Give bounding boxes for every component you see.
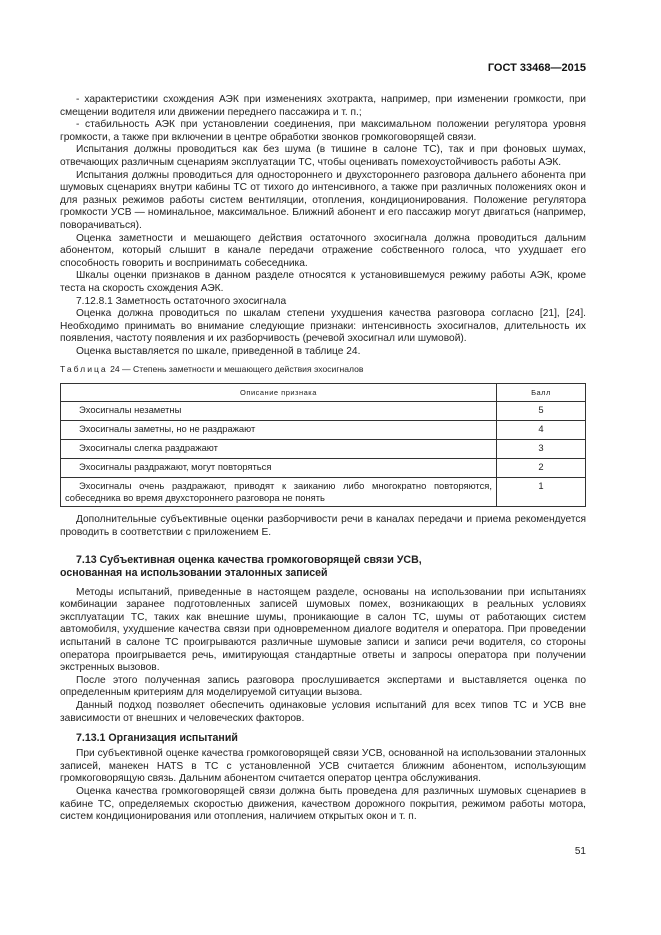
heading-line: 7.13 Субъективная оценка качества громкоговорящей связи УСВ, (76, 553, 422, 566)
paragraph: Дополнительные субъективные оценки разборчивости речи в каналах передачи и приема рекомендуется проводить в соответствии с приложением Е. (60, 514, 586, 539)
cell-score: 4 (497, 421, 586, 440)
table-caption-label: Таблица (60, 364, 108, 375)
page-number: 51 (574, 845, 586, 857)
cell-score: 1 (497, 478, 586, 507)
cell-description: Эхосигналы слегка раздражают (61, 440, 497, 459)
table-caption (60, 364, 586, 375)
section-7-13 (60, 554, 586, 726)
paragraph: - стабильность АЭК при установлении соединения, при максимальном положении регулятора уровня громкости, а также при включении в центре обработки звонков громкоговорящей связи. (60, 119, 586, 143)
paragraph: При субъективной оценке качества громкоговорящей связи УСВ, основанной на использовании эталонных записей, манекен HATS в ТС с установленной УСВ считается ближним абонентом, использующим громкоговорящую связь. Дальним абонентом считается оператор центра обслуживания. (60, 748, 586, 785)
cell-score: 5 (497, 402, 586, 421)
table-row (61, 459, 586, 478)
table-caption-text: 24 — Степень заметности и мешающего действия эхосигналов (110, 364, 364, 375)
table-header-row (61, 384, 586, 402)
cell-score: 3 (497, 440, 586, 459)
cell-description: Эхосигналы очень раздражают, приводят к заиканию либо многократно повторяются, собеседника во время двухстороннего разговора не понять (61, 478, 497, 507)
paragraph: Испытания должны проводиться для одностороннего и двухстороннего разговора дальнего абонента при шумовых сценариях внутри кабины ТС от тихого до интенсивного, а также при различных положениях окон и для разных режимов работы систем вентиляции, отопления, кондиционирования. Положение регулятора громкости УСВ — номинальное, максимальное. Ближний абонент и его пассажир могут двигаться (например, поворачиваться). (60, 169, 586, 231)
paragraph: Оценка заметности и мешающего действия остаточного эхосигнала должна проводиться дальним абонентом, который слышит в канале передачи отражение собственного голоса, что ухудшает его способность говорить и воспринимать собеседника. (60, 232, 586, 269)
column-header: Балл (497, 384, 586, 402)
paragraph: Испытания должны проводиться как без шума (в тишине в салоне ТС), так и при фоновых шумах, отвечающих различным сценариям эксплуатации ТС, чтобы оценивать помехоустойчивость работы АЭК. (60, 144, 586, 168)
cell-description: Эхосигналы раздражают, могут повторяться (61, 459, 497, 478)
section-heading: 7.13.1 Организация испытаний (76, 732, 238, 745)
paragraph: Данный подход позволяет обеспечить одинаковые условия испытаний для всех типов ТС и УСВ вне зависимости от внешних и человеческих факторов. (60, 700, 586, 724)
paragraph: - характеристики схождения АЭК при изменениях эхотракта, например, при изменении громкости, при смещении водителя или движении переднего пассажира и т. п.; (60, 94, 586, 118)
table-row (61, 421, 586, 440)
section-7-13-1 (60, 732, 586, 824)
table-row (61, 402, 586, 421)
paragraph: После этого полученная запись разговора прослушивается экспертами и выставляется оценка по определенным критериям для моделируемой ситуации вызова. (60, 674, 586, 699)
subsection-heading: 7.12.8.1 Заметность остаточного эхосигнала (76, 295, 287, 307)
table-row (61, 440, 586, 459)
section-heading (60, 554, 586, 580)
document-header: ГОСТ 33468—2015 (487, 62, 586, 74)
cell-description: Эхосигналы заметны, но не раздражают (61, 421, 497, 440)
cell-score: 2 (497, 459, 586, 478)
paragraph: Оценка должна проводиться по шкалам степени ухудшения качества разговора согласно [21], [24]. Необходимо принимать во внимание следующие признаки: интенсивность эхосигналов, длительность их появления, частоту появления и их разборчивость (речевой эхосигнал или шумовой). (60, 308, 586, 345)
heading-line: основанная на использовании эталонных записей (60, 566, 328, 579)
table-24 (60, 383, 586, 507)
paragraph: Оценка качества громкоговорящей связи должна быть проведена для различных шумовых сценариев в кабине ТС, определяемых скоростью движения, качеством дорожного покрытия, режимом работы мотора, систем кондиционирования или отопления, наличием открытых окон и т. п. (60, 785, 586, 823)
body-text-b (60, 514, 586, 539)
body-text-a (60, 94, 586, 358)
paragraph: Методы испытаний, приведенные в настоящем разделе, основаны на использовании при испытаниях комбинации заранее подготовленных записей шумовых помех, возникающих в реальных условиях эксплуатации ТС, таких как внешние шумы, проникающие в салон ТС, шумы от работающих систем автомобиля, ухудшение качества связи при одновременном диалоге водителя и оператора. При проведении испытаний в салоне ТС проигрываются различные шумовые записи и записи речи водителя, со стороны оператора проигрывается речь, имитирующая стандартные ответы и запросы оператора при получении экстренных вызовов. (60, 586, 586, 674)
column-header: Описание признака (61, 384, 497, 402)
table-row (61, 478, 586, 507)
paragraph: Оценка выставляется по шкале, приведенной в таблице 24. (76, 345, 361, 357)
paragraph: Шкалы оценки признаков в данном разделе относятся к установившемуся режиму работы АЭК, кроме теста на скорость схождения АЭК. (60, 270, 586, 294)
cell-description: Эхосигналы незаметны (61, 402, 497, 421)
